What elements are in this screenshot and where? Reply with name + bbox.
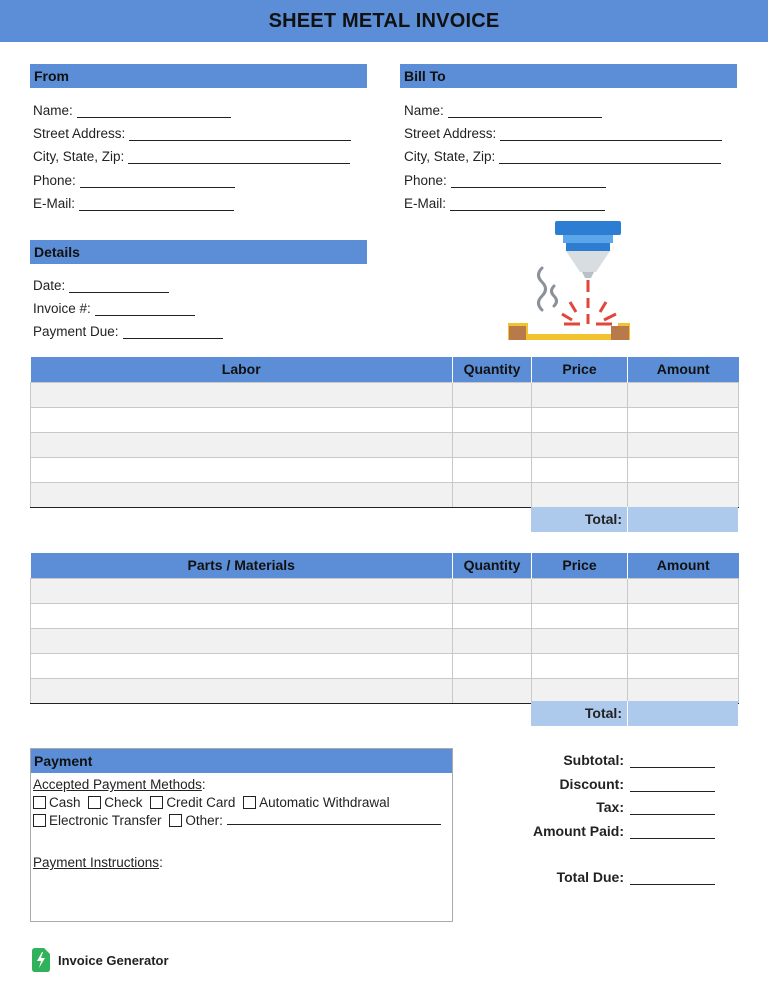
table-row xyxy=(31,382,739,407)
table-cell[interactable] xyxy=(532,457,628,482)
date-field[interactable] xyxy=(33,278,169,293)
labor-amount-col-header: Amount xyxy=(628,357,739,382)
billto-city-line[interactable] xyxy=(499,150,721,164)
table-row xyxy=(31,603,739,628)
billto-email-field[interactable] xyxy=(404,196,605,211)
check-label: Check xyxy=(104,795,143,810)
billto-email-line[interactable] xyxy=(450,197,605,211)
table-cell[interactable] xyxy=(453,678,532,703)
billto-name-line[interactable] xyxy=(448,104,602,118)
table-cell[interactable] xyxy=(31,578,453,603)
payment-instructions-label-row xyxy=(33,855,163,870)
labor-col-header: Labor xyxy=(31,357,453,382)
date-line[interactable] xyxy=(69,279,169,293)
labor-table-header xyxy=(31,357,739,382)
table-cell[interactable] xyxy=(453,457,532,482)
table-cell[interactable] xyxy=(532,432,628,457)
electronic-transfer-checkbox[interactable] xyxy=(33,814,46,827)
check-option[interactable] xyxy=(88,795,142,810)
check-checkbox[interactable] xyxy=(88,796,101,809)
payment-methods-colon: : xyxy=(201,777,206,792)
table-cell[interactable] xyxy=(31,407,453,432)
from-phone-line[interactable] xyxy=(80,174,235,188)
table-cell[interactable] xyxy=(628,678,739,703)
credit-card-checkbox[interactable] xyxy=(150,796,163,809)
table-row xyxy=(31,578,739,603)
table-cell[interactable] xyxy=(453,432,532,457)
subtotal-field[interactable] xyxy=(504,752,715,768)
invoice-number-field[interactable] xyxy=(33,301,195,316)
table-row xyxy=(31,457,739,482)
table-cell[interactable] xyxy=(453,653,532,678)
credit-card-label: Credit Card xyxy=(166,795,236,810)
table-cell[interactable] xyxy=(453,628,532,653)
table-cell[interactable] xyxy=(532,603,628,628)
total-due-label: Total Due: xyxy=(556,869,624,885)
total-due-field[interactable] xyxy=(504,869,715,885)
parts-total-label: Total: xyxy=(531,701,627,726)
amount-paid-label: Amount Paid: xyxy=(533,823,624,839)
table-cell[interactable] xyxy=(628,407,739,432)
payment-methods-label-row xyxy=(33,777,206,792)
labor-quantity-col-header: Quantity xyxy=(453,357,532,382)
parts-total-row xyxy=(531,701,738,726)
table-cell[interactable] xyxy=(628,628,739,653)
from-heading: From xyxy=(30,64,367,88)
from-phone-label: Phone: xyxy=(33,173,76,188)
billto-email-label: E-Mail: xyxy=(404,196,447,211)
page-title: SHEET METAL INVOICE xyxy=(268,9,500,32)
other-label: Other: xyxy=(185,813,223,828)
tax-line[interactable] xyxy=(630,801,715,815)
total-due-line[interactable] xyxy=(630,871,715,885)
from-street-field[interactable] xyxy=(33,126,351,141)
parts-quantity-col-header: Quantity xyxy=(453,553,532,578)
payment-instructions-colon: : xyxy=(159,855,163,870)
payment-options-row-1 xyxy=(33,795,394,810)
other-line[interactable] xyxy=(227,813,441,825)
table-cell[interactable] xyxy=(628,432,739,457)
parts-col-header: Parts / Materials xyxy=(31,553,453,578)
table-row xyxy=(31,628,739,653)
electronic-transfer-option[interactable] xyxy=(33,813,162,828)
parts-table-header xyxy=(31,553,739,578)
tax-field[interactable] xyxy=(504,799,715,815)
table-cell[interactable] xyxy=(453,407,532,432)
billto-street-field[interactable] xyxy=(404,126,722,141)
discount-label: Discount: xyxy=(559,776,624,792)
amount-paid-line[interactable] xyxy=(630,825,715,839)
invoice-generator-logo[interactable] xyxy=(32,948,169,972)
table-cell[interactable] xyxy=(532,578,628,603)
billto-phone-field[interactable] xyxy=(404,173,606,188)
table-cell[interactable] xyxy=(532,653,628,678)
table-cell[interactable] xyxy=(31,432,453,457)
table-cell[interactable] xyxy=(628,653,739,678)
billto-street-line[interactable] xyxy=(500,127,722,141)
subtotal-label: Subtotal: xyxy=(563,752,624,768)
billto-city-field[interactable] xyxy=(404,149,721,164)
table-cell[interactable] xyxy=(453,578,532,603)
table-cell[interactable] xyxy=(31,457,453,482)
payment-due-label: Payment Due: xyxy=(33,324,119,339)
table-cell[interactable] xyxy=(31,482,453,507)
payment-due-line[interactable] xyxy=(123,325,223,339)
from-email-label: E-Mail: xyxy=(33,196,76,211)
amount-paid-field[interactable] xyxy=(504,823,715,839)
invoice-number-label: Invoice #: xyxy=(33,301,91,316)
table-cell[interactable] xyxy=(532,678,628,703)
parts-amount-col-header: Amount xyxy=(628,553,739,578)
automatic-withdrawal-option[interactable] xyxy=(243,795,390,810)
from-city-line[interactable] xyxy=(128,150,350,164)
payment-instructions-label: Payment Instructions xyxy=(33,855,160,870)
labor-table xyxy=(30,357,739,508)
billto-city-label: City, State, Zip: xyxy=(404,149,496,164)
cash-checkbox[interactable] xyxy=(33,796,46,809)
table-cell[interactable] xyxy=(532,482,628,507)
table-cell[interactable] xyxy=(532,407,628,432)
from-city-label: City, State, Zip: xyxy=(33,149,125,164)
table-cell[interactable] xyxy=(31,678,453,703)
table-cell[interactable] xyxy=(31,653,453,678)
payment-box xyxy=(30,748,453,922)
from-phone-field[interactable] xyxy=(33,173,235,188)
billto-name-field[interactable] xyxy=(404,103,602,118)
table-row xyxy=(31,678,739,703)
from-city-field[interactable] xyxy=(33,149,350,164)
payment-methods-label: Accepted Payment Methods xyxy=(33,777,202,792)
table-cell[interactable] xyxy=(31,382,453,407)
payment-due-field[interactable] xyxy=(33,324,223,339)
from-name-line[interactable] xyxy=(77,104,231,118)
laser-cutter-icon xyxy=(500,216,640,346)
automatic-withdrawal-label: Automatic Withdrawal xyxy=(259,795,390,810)
invoice-generator-logo-icon xyxy=(32,948,50,972)
table-cell[interactable] xyxy=(628,482,739,507)
other-option[interactable] xyxy=(169,813,441,828)
table-cell[interactable] xyxy=(628,457,739,482)
from-name-field[interactable] xyxy=(33,103,231,118)
table-cell[interactable] xyxy=(628,603,739,628)
invoice-number-line[interactable] xyxy=(95,302,195,316)
credit-card-option[interactable] xyxy=(150,795,235,810)
table-cell[interactable] xyxy=(532,628,628,653)
table-row xyxy=(31,653,739,678)
from-email-field[interactable] xyxy=(33,196,234,211)
table-cell[interactable] xyxy=(628,382,739,407)
payment-heading: Payment xyxy=(31,749,452,773)
bill-to-heading: Bill To xyxy=(400,64,737,88)
from-name-label: Name: xyxy=(33,103,73,118)
billto-phone-label: Phone: xyxy=(404,173,447,188)
parts-total-value[interactable] xyxy=(627,701,738,726)
table-row xyxy=(31,407,739,432)
cash-option[interactable] xyxy=(33,795,81,810)
labor-total-row xyxy=(531,507,738,532)
billto-name-label: Name: xyxy=(404,103,444,118)
table-cell[interactable] xyxy=(31,603,453,628)
table-cell[interactable] xyxy=(532,382,628,407)
table-row xyxy=(31,482,739,507)
from-street-label: Street Address: xyxy=(33,126,126,141)
payment-options-row-2 xyxy=(33,813,445,828)
title-bar xyxy=(0,0,768,42)
table-cell[interactable] xyxy=(31,628,453,653)
date-label: Date: xyxy=(33,278,66,293)
automatic-withdrawal-checkbox[interactable] xyxy=(243,796,256,809)
electronic-transfer-label: Electronic Transfer xyxy=(49,813,162,828)
parts-table xyxy=(30,553,739,704)
parts-price-col-header: Price xyxy=(532,553,628,578)
labor-total-label: Total: xyxy=(531,507,627,532)
discount-field[interactable] xyxy=(504,776,715,792)
details-heading: Details xyxy=(30,240,367,264)
from-email-line[interactable] xyxy=(79,197,234,211)
table-cell[interactable] xyxy=(453,382,532,407)
subtotal-line[interactable] xyxy=(630,754,715,768)
labor-total-value[interactable] xyxy=(627,507,738,532)
labor-price-col-header: Price xyxy=(532,357,628,382)
billto-street-label: Street Address: xyxy=(404,126,497,141)
tax-label: Tax: xyxy=(596,799,624,815)
other-checkbox[interactable] xyxy=(169,814,182,827)
table-cell[interactable] xyxy=(628,578,739,603)
from-street-line[interactable] xyxy=(129,127,351,141)
billto-phone-line[interactable] xyxy=(451,174,606,188)
table-row xyxy=(31,432,739,457)
cash-label: Cash xyxy=(49,795,81,810)
brand-name: Invoice Generator xyxy=(58,952,169,968)
table-cell[interactable] xyxy=(453,482,532,507)
table-cell[interactable] xyxy=(453,603,532,628)
discount-line[interactable] xyxy=(630,778,715,792)
